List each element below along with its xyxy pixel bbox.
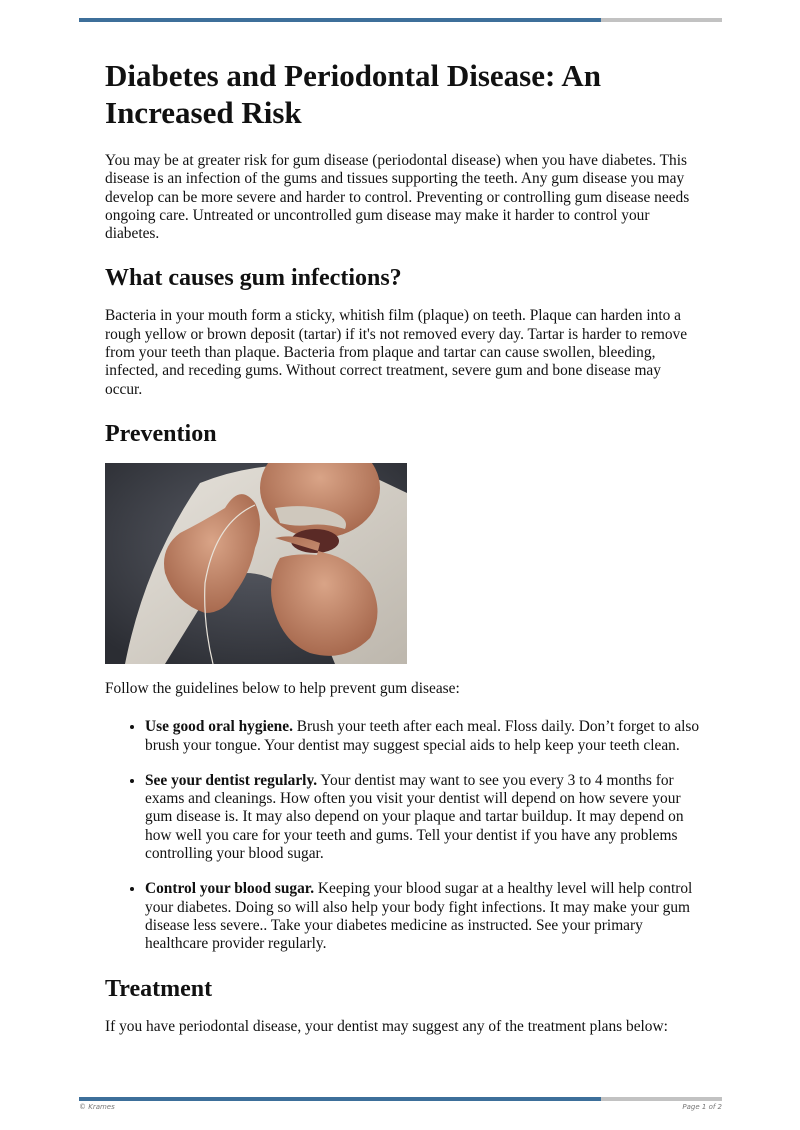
list-item (145, 718, 700, 755)
list-item (145, 772, 700, 863)
prevention-list (105, 718, 700, 953)
top-rule-blue (79, 18, 601, 22)
prevention-heading: Prevention (105, 420, 217, 447)
treatment-paragraph: If you have periodontal disease, your dentist may suggest any of the treatment plans below: (105, 1017, 668, 1035)
bottom-rule (79, 1097, 722, 1101)
page-title: Diabetes and Periodontal Disease: An Increased Risk (105, 58, 601, 130)
treatment-heading: Treatment (105, 975, 213, 1002)
flossing-photo (105, 463, 407, 664)
article (105, 57, 700, 1056)
causes-heading: What causes gum infections? (105, 265, 402, 292)
top-rule-grey (601, 18, 722, 22)
list-item-title: Use good oral hygiene. (145, 718, 293, 736)
bottom-rule-blue (79, 1097, 601, 1101)
list-item-title: See your dentist regularly. (145, 771, 318, 789)
footer-copyright: © Krames (79, 1103, 115, 1111)
top-rule (79, 18, 722, 22)
list-item-title: Control your blood sugar. (145, 880, 315, 898)
footer-page-number: Page 1 of 2 (682, 1103, 722, 1111)
causes-paragraph: Bacteria in your mouth form a sticky, whitish film (plaque) on teeth. Plaque can harden into a rough yellow or brown deposit (tartar) if it's not removed every day. Tartar is harder to remove from your teeth than plaque. Bacteria from plaque and tartar can cause swollen, bleeding, infected, and receding gums. Without correct treatment, severe gum and bone disease may occur. (105, 307, 688, 398)
prevention-lead: Follow the guidelines below to help prevent gum disease: (105, 679, 460, 697)
intro-paragraph: You may be at greater risk for gum disease (periodontal disease) when you have diabetes. This disease is an infection of the gums and tissues supporting the teeth. Any gum disease you may develop can be more severe and harder to control. Preventing or controlling gum disease needs ongoing care. Untreated or uncontrolled gum disease may make it harder to control your diabetes. (105, 152, 690, 243)
list-item-text: Your dentist may want to see you every 3 to 4 months for exams and cleanings. How often you visit your dentist will depend on how severe your gum disease is. It may also depend on your plaque and tartar buildup. It may depend on how well you care for your teeth and gums. Tell your dentist if you have any problems controlling your blood sugar. (145, 771, 684, 863)
bottom-rule-grey (601, 1097, 722, 1101)
list-item-text: Brush your teeth after each meal. Floss daily. Don’t forget to also brush your tongue. Your dentist may suggest special aids to help keep your teeth clean. (145, 718, 700, 754)
list-item-text: Keeping your blood sugar at a healthy level will help control your diabetes. Doing so will also help your body fight infections. It may make your gum disease less severe.. Take your diabetes medicine as instructed. See your primary healthcare provider regularly. (145, 880, 693, 953)
list-item (145, 880, 700, 953)
